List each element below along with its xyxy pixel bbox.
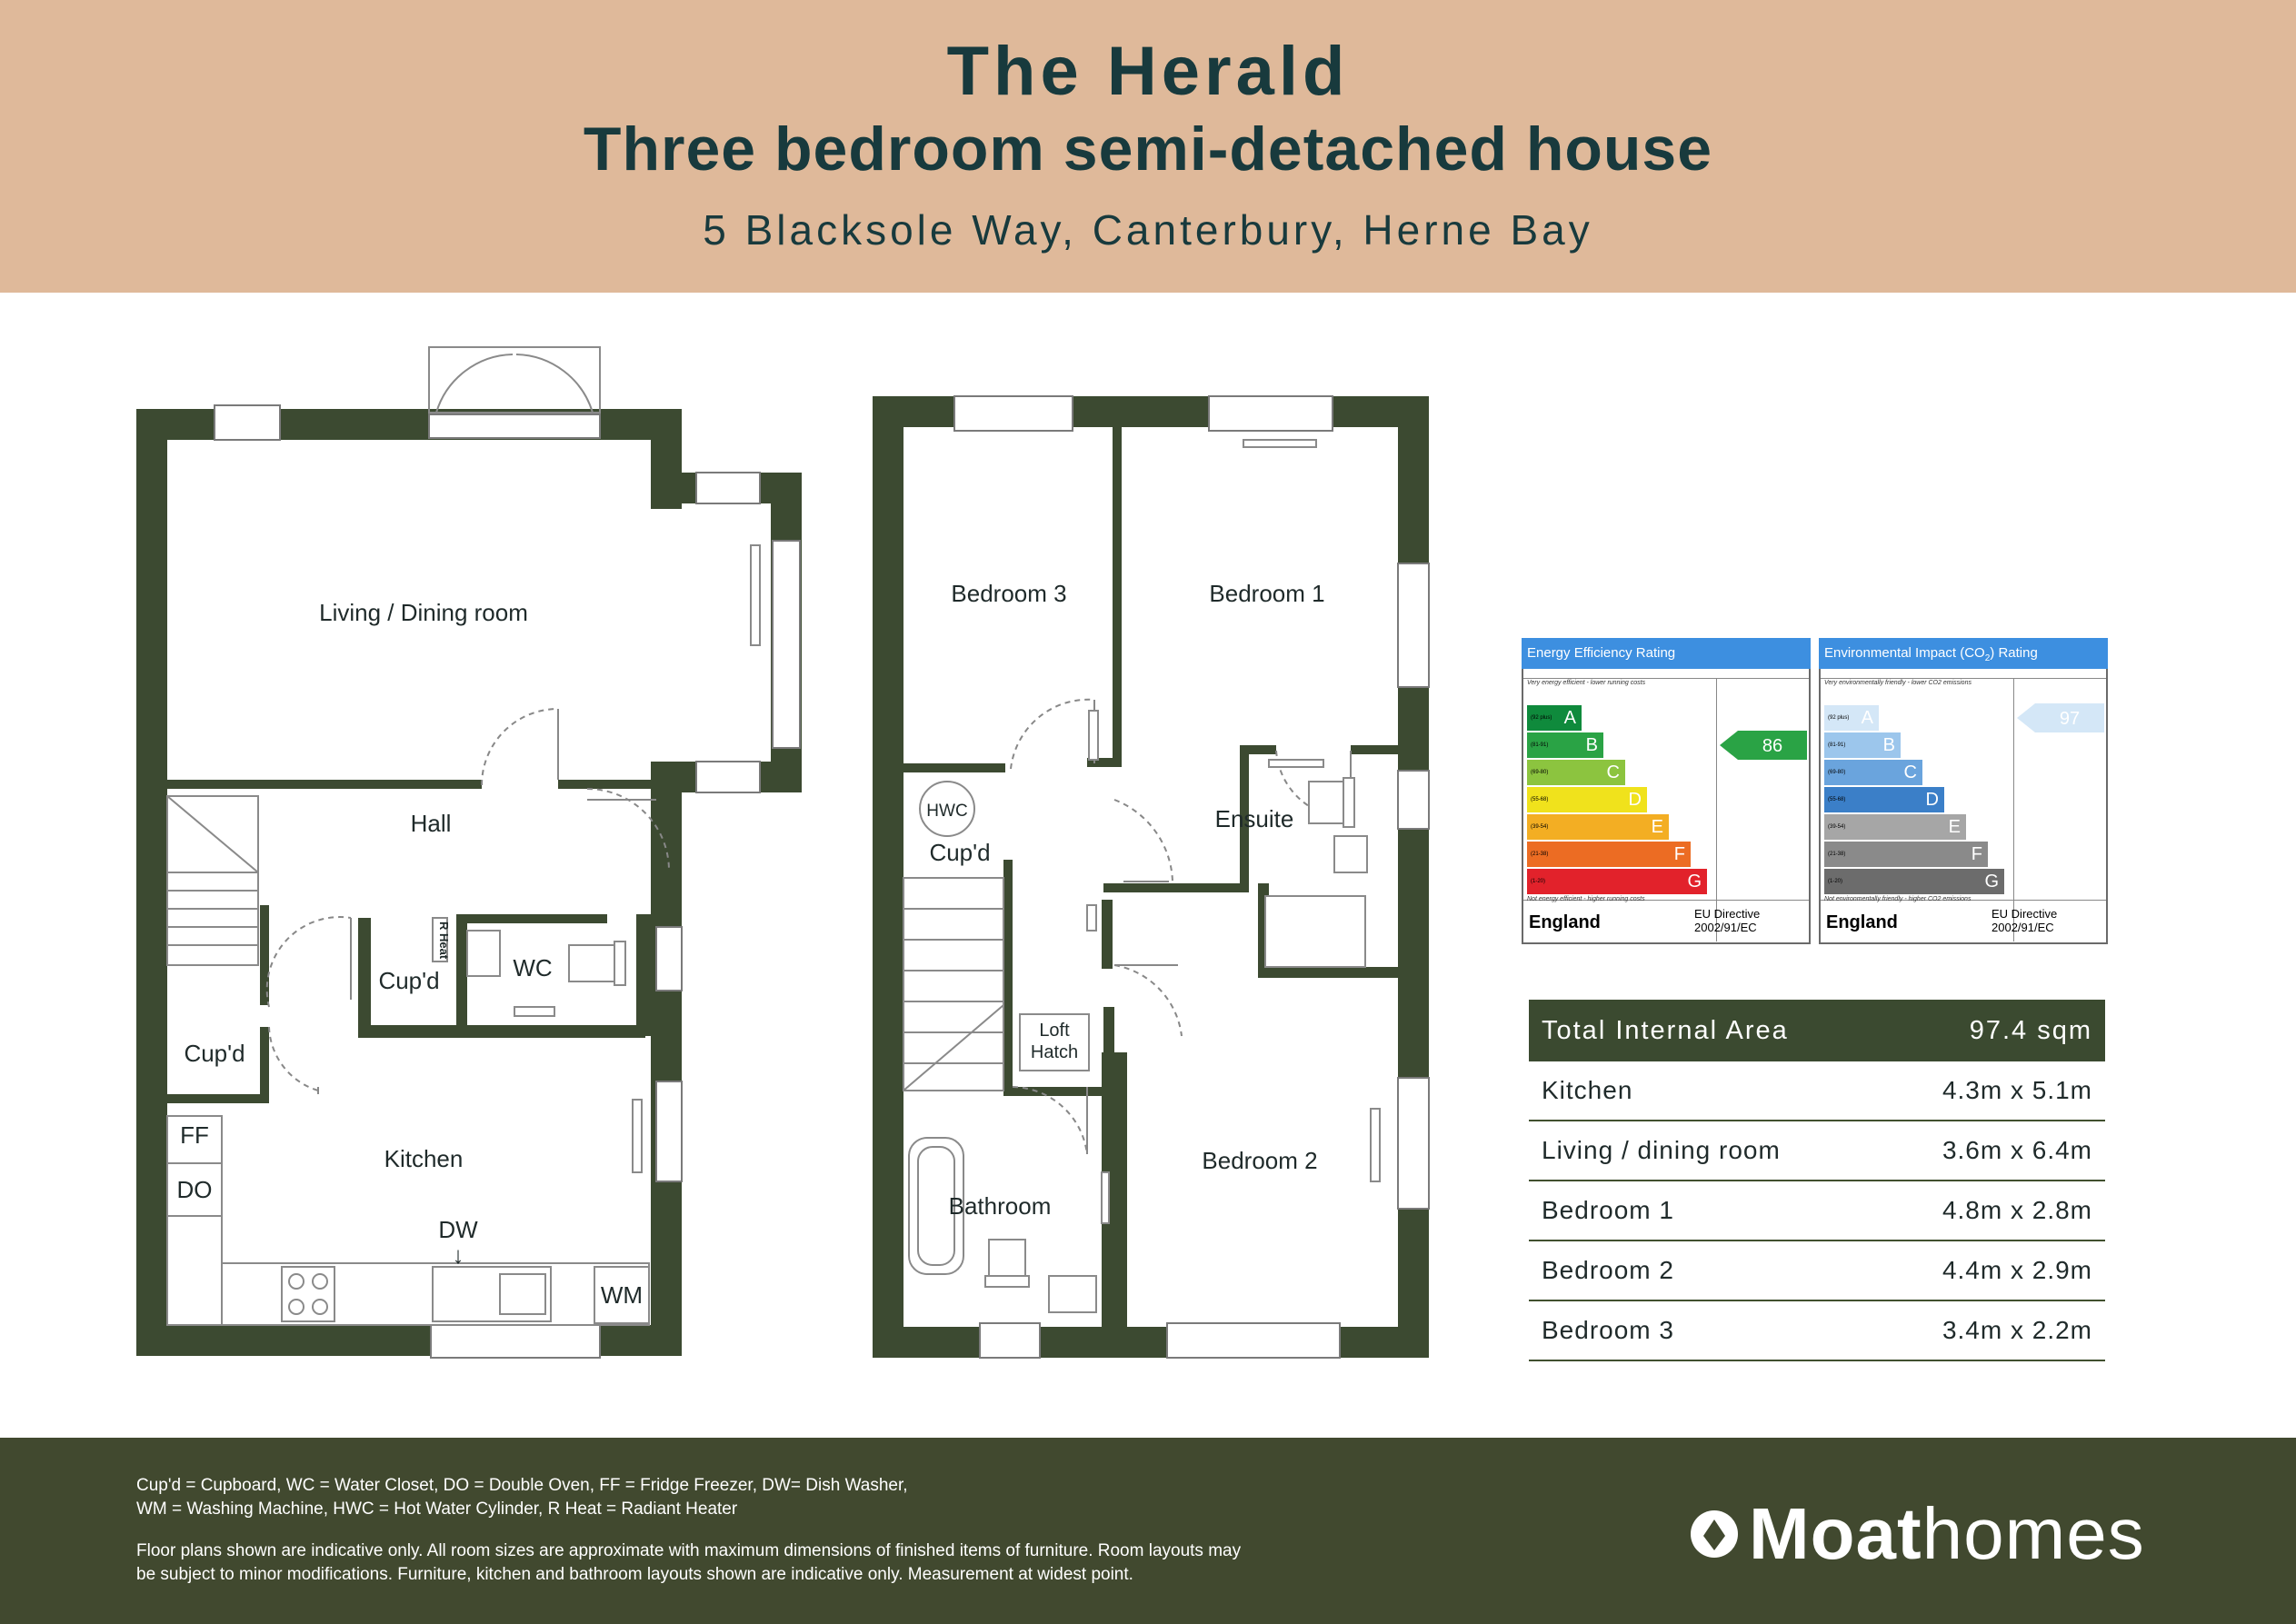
room-size: 4.8m x 2.8m [1942,1196,2092,1224]
page-subtitle: Three bedroom semi-detached house [583,115,1713,184]
environment-rating-value: 97 [2059,709,2081,729]
washing-machine-label: WM [600,1281,644,1309]
abbreviation-legend: Cup'd = Cupboard, WC = Water Closet, DO = Double Oven, FF = Fridge Freezer, DW= Dish Washer, WM = Washing Machine, HWC = Hot Water Cylinder, R Heat = Radiant Heater [136,1476,908,1519]
brand-name-light: homes [1922,1493,2145,1574]
environment-directive: EU Directive 2002/91/EC [1992,907,2058,934]
room-size: 4.4m x 2.9m [1942,1256,2092,1284]
table-row [1529,1181,2105,1241]
room-bedroom-2: Bedroom 2 [1202,1147,1318,1174]
page-title: The Herald [946,33,1350,110]
room-cupboard-hall: Cup'd [378,967,440,994]
dishwasher-arrow: ↓ [452,1241,464,1269]
energy-directive: EU Directive 2002/91/EC [1694,907,1761,934]
room-living-dining: Living / Dining room [319,599,528,626]
energy-band-e: (39-54) E [1527,814,1669,840]
environment-band-c: (69-80) C [1824,760,1922,785]
environmental-impact-title: Environmental Impact $(CO_2)$ Rating [1819,638,2108,669]
loft-hatch-line2: Hatch [1030,1042,1079,1062]
radiant-heater-label: R Heat [437,922,451,960]
energy-rating-value: 86 [1762,736,1783,756]
room-name: Bedroom 2 [1542,1256,1674,1284]
room-size: 4.3m x 5.1m [1942,1076,2092,1104]
room-size: 3.4m x 2.2m [1942,1316,2092,1344]
room-ensuite: Ensuite [1214,805,1294,832]
room-bedroom-3: Bedroom 3 [951,580,1067,607]
header-banner [0,0,2296,293]
room-cupboard-stairs: Cup'd [184,1040,245,1067]
dishwasher-label: DW [438,1216,478,1243]
table-row [1529,1121,2105,1181]
room-name: Bedroom 1 [1542,1196,1674,1224]
energy-country: England [1529,912,1601,932]
table-row [1529,1061,2105,1121]
room-kitchen: Kitchen [384,1145,464,1172]
environment-band-d: (55-68) D [1824,787,1944,812]
hot-water-cylinder-label: HWC [926,802,968,821]
loft-hatch-line1: Loft [1039,1021,1070,1041]
energy-band-c: (69-80) C [1527,760,1625,785]
footer [0,1438,2296,1624]
environment-top-note: Very environmentally friendly - lower CO2 emissions [1824,680,1972,686]
fridge-freezer-label: FF [180,1121,209,1149]
environment-band-g: (1-20) G [1824,869,2004,894]
energy-bottom-note: Not energy efficient - higher running costs [1527,896,1645,902]
room-name: Bedroom 3 [1542,1316,1674,1344]
environment-rating-arrow [2017,703,2104,732]
total-area-value: 97.4 sqm [1969,1015,2092,1045]
room-size: 3.6m x 6.4m [1942,1136,2092,1164]
room-bedroom-1: Bedroom 1 [1209,580,1325,607]
energy-efficiency-chart [1522,638,1811,944]
energy-band-b: (81-91) B [1527,732,1603,758]
energy-band-a: (92 plus) A [1527,705,1582,731]
energy-top-note: Very energy efficient - lower running costs [1527,680,1646,686]
room-hall: Hall [410,810,452,837]
table-row [1529,1301,2105,1361]
room-name: Living / dining room [1542,1136,1781,1164]
disclaimer: Floor plans shown are indicative only. All room sizes are approximate with maximum dimensions of finished items of furniture. Room layouts may be subject to minor modifications. Furniture, kitchen and bathroom layouts shown are indicative only. Measurement at widest point. [136,1541,1242,1584]
room-cupboard-hwc: Cup'd [929,839,991,866]
energy-band-d: (55-68) D [1527,787,1647,812]
moat-logo-icon [1689,1509,1740,1559]
energy-band-g: (1-20) G [1527,869,1707,894]
environment-bottom-note: Not environmentally friendly - higher CO2 emissions [1824,896,1972,902]
room-sizes-table [1529,1000,2105,1361]
double-oven-label: DO [176,1176,213,1203]
brand-name-bold: Moat [1749,1493,1922,1574]
environment-band-b: (81-91) B [1824,732,1901,758]
environmental-impact-chart [1819,638,2108,944]
table-row [1529,1241,2105,1301]
moat-homes-logo [1689,1492,2145,1576]
property-address: 5 Blacksole Way, Canterbury, Herne Bay [703,206,1593,254]
floor-plans [0,293,1454,1438]
total-area-label: Total Internal Area [1542,1015,1789,1045]
total-area-row [1529,1000,2105,1061]
energy-efficiency-title: Energy Efficiency Rating [1522,638,1811,669]
environment-band-f: (21-38) F [1824,842,1988,867]
environment-band-e: (39-54) E [1824,814,1966,840]
room-bathroom: Bathroom [948,1192,1052,1220]
room-name: Kitchen [1542,1076,1633,1104]
room-wc: WC [513,954,553,981]
environment-band-a: (92 plus) A [1824,705,1879,731]
energy-band-f: (21-38) F [1527,842,1691,867]
environment-country: England [1826,912,1898,932]
energy-rating-arrow [1720,731,1807,760]
